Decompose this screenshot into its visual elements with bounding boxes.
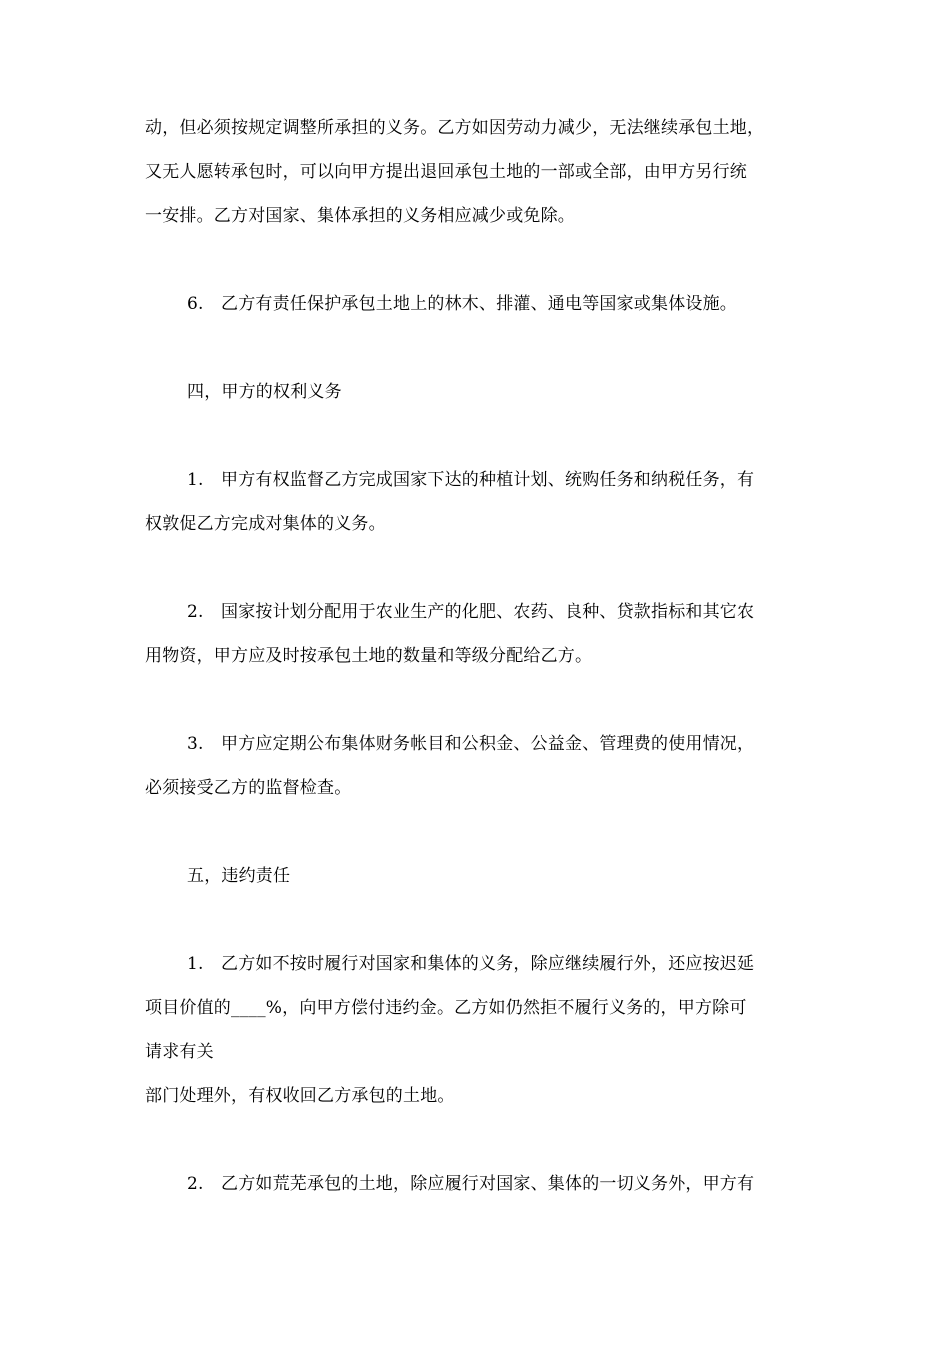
item-text: 国家按计划分配用于农业生产的化肥、农药、良种、贷款指标和其它农 [221,602,755,622]
s4-item-2 [187,600,867,624]
paragraph-line: 一安排。乙方对国家、集体承担的义务相应减少或免除。 [145,206,575,226]
s5-item-1 [187,952,867,976]
paragraph-line: 请求有关 [145,1042,214,1062]
item-number: 6. [187,294,204,314]
paragraph-line: 项目价值的____%，向甲方偿付违约金。乙方如仍然拒不履行义务的，甲方除可 [145,998,747,1018]
item-number: 1. [187,954,204,974]
section-heading-4: 四，甲方的权利义务 [187,382,342,402]
item-text: 乙方有责任保护承包土地上的林木、排灌、通电等国家或集体设施。 [221,294,737,314]
item-number: 3. [187,734,204,754]
paragraph-line: 部门处理外，有权收回乙方承包的土地。 [145,1086,455,1106]
item-6 [187,292,867,316]
item-text: 甲方应定期公布集体财务帐目和公积金、公益金、管理费的使用情况， [221,734,755,754]
paragraph-line: 又无人愿转承包时，可以向甲方提出退回承包土地的一部或全部，由甲方另行统 [145,162,747,182]
s4-item-3 [187,732,867,756]
item-number: 2. [187,602,204,622]
paragraph-line: 权敦促乙方完成对集体的义务。 [145,514,386,534]
section-heading-5: 五，违约责任 [187,866,291,886]
s5-item-2 [187,1172,867,1196]
paragraph-line: 必须接受乙方的监督检查。 [145,778,352,798]
paragraph-line: 用物资，甲方应及时按承包土地的数量和等级分配给乙方。 [145,646,593,666]
item-text: 甲方有权监督乙方完成国家下达的种植计划、统购任务和纳税任务，有 [221,470,755,490]
item-text: 乙方如荒芜承包的土地，除应履行对国家、集体的一切义务外，甲方有 [221,1174,755,1194]
paragraph-line: 动，但必须按规定调整所承担的义务。乙方如因劳动力减少，无法继续承包土地， [145,118,765,138]
item-text: 乙方如不按时履行对国家和集体的义务，除应继续履行外，还应按迟延 [221,954,755,974]
item-number: 1. [187,470,204,490]
s4-item-1 [187,468,867,492]
item-number: 2. [187,1174,204,1194]
